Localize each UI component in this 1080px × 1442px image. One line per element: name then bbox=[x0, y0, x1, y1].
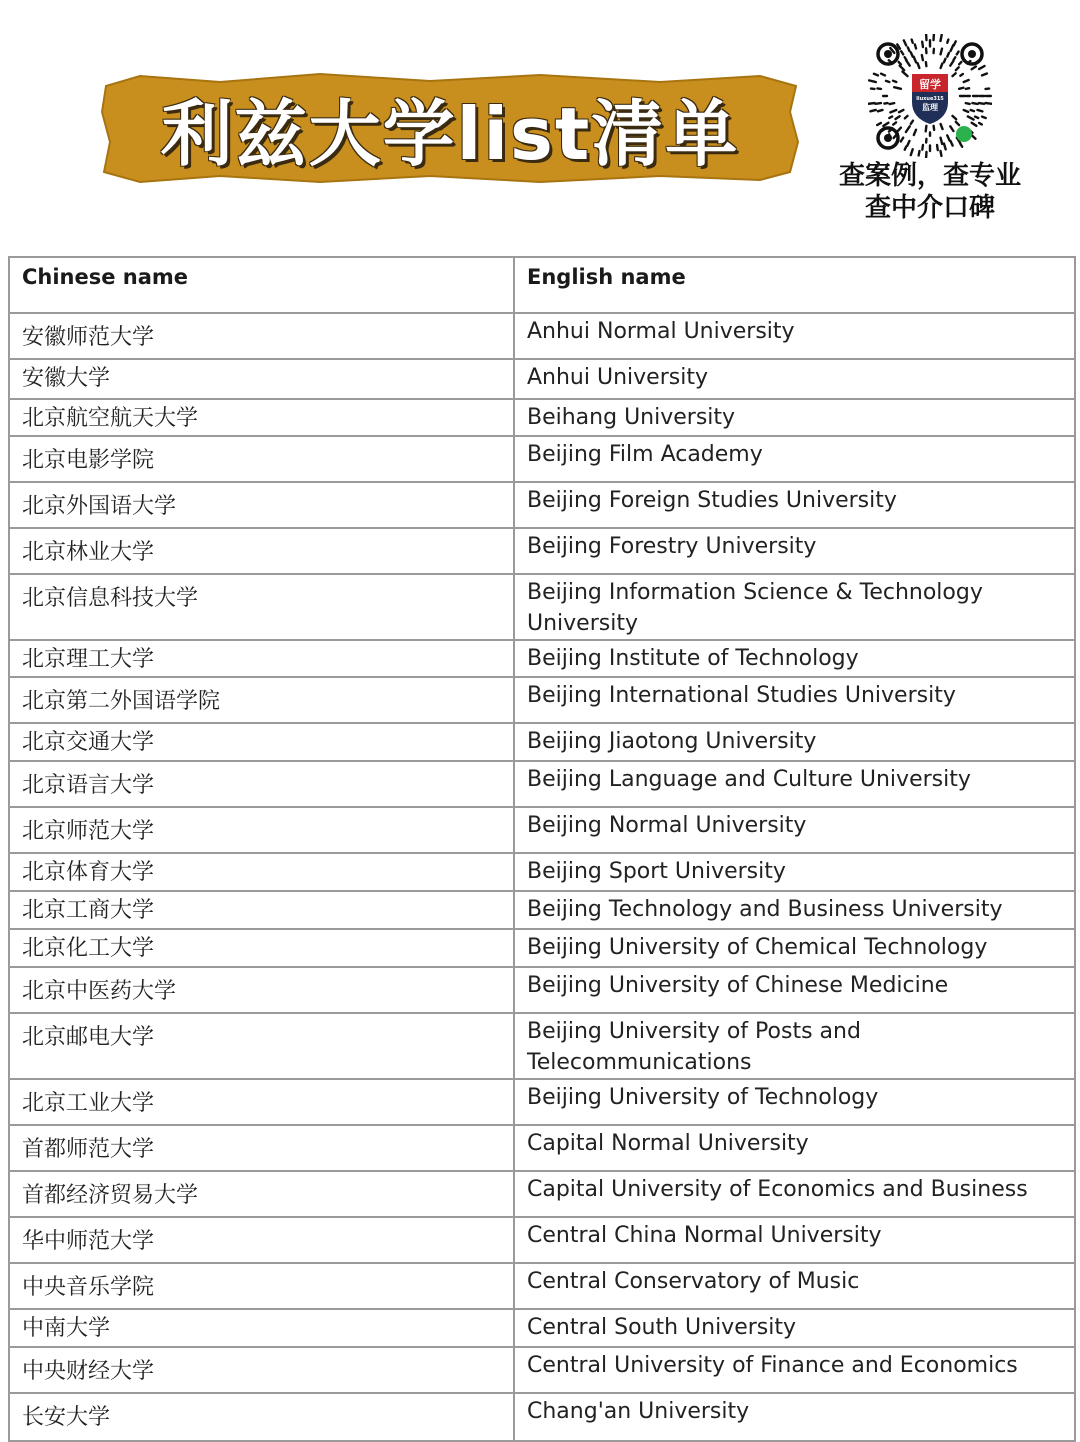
qr-dash bbox=[968, 116, 974, 119]
chinese-name-cell: 北京化工大学 bbox=[9, 929, 514, 967]
qr-dash bbox=[904, 40, 906, 45]
qr-dash bbox=[911, 149, 913, 155]
qr-eye-dot bbox=[884, 50, 892, 58]
badge-text-mid: liuxue315 bbox=[916, 96, 944, 102]
table-row bbox=[9, 1263, 1075, 1309]
qr-dash bbox=[908, 47, 910, 51]
qr-dash bbox=[956, 122, 959, 125]
qr-dash bbox=[902, 72, 907, 77]
table-row bbox=[9, 891, 1075, 929]
qr-dash bbox=[877, 88, 881, 89]
qr-dash bbox=[979, 123, 982, 125]
column-header-chinese: Chinese name bbox=[9, 257, 514, 313]
qr-dash bbox=[899, 62, 901, 64]
chinese-name-cell: 长安大学 bbox=[9, 1393, 514, 1441]
table-row bbox=[9, 853, 1075, 891]
qr-dash bbox=[884, 103, 887, 104]
qr-dash bbox=[957, 52, 959, 55]
qr-dash bbox=[911, 52, 913, 56]
qr-dash bbox=[972, 67, 976, 70]
qr-eye-dot bbox=[968, 50, 976, 58]
qr-dash bbox=[926, 126, 927, 132]
qr-dash bbox=[900, 66, 905, 71]
qr-dash bbox=[870, 110, 875, 111]
page-title: 利兹大学list清单 bbox=[100, 72, 800, 184]
english-name-cell: Beijing Language and Culture University bbox=[514, 761, 1075, 807]
qr-dash bbox=[905, 57, 907, 60]
chinese-name-cell: 华中师范大学 bbox=[9, 1217, 514, 1263]
qr-dash bbox=[869, 103, 875, 104]
qr-code bbox=[868, 34, 992, 158]
chinese-name-cell: 中央财经大学 bbox=[9, 1347, 514, 1393]
qr-dash bbox=[952, 116, 956, 119]
qr-dash bbox=[905, 147, 906, 150]
qr-dash bbox=[883, 123, 888, 126]
qr-dash bbox=[912, 40, 913, 43]
qr-dash bbox=[941, 49, 942, 55]
table-row bbox=[9, 574, 1075, 640]
chinese-name-cell: 中南大学 bbox=[9, 1309, 514, 1347]
qr-dash bbox=[886, 81, 889, 82]
english-name-cell: Beijing Forestry University bbox=[514, 528, 1075, 574]
mini-program-icon bbox=[956, 126, 972, 142]
chinese-name-cell: 北京交通大学 bbox=[9, 723, 514, 761]
qr-dash bbox=[964, 110, 969, 112]
qr-dash bbox=[972, 123, 977, 126]
qr-dash bbox=[977, 110, 982, 111]
badge-text-top: 留学 bbox=[919, 77, 941, 91]
table-row bbox=[9, 1309, 1075, 1347]
qr-dash bbox=[954, 41, 956, 45]
chinese-name-cell: 安徽师范大学 bbox=[9, 313, 514, 359]
english-name-cell: Beijing University of Posts and Telecommunications bbox=[514, 1013, 1075, 1079]
qr-dash bbox=[944, 59, 945, 63]
chinese-name-cell: 北京电影学院 bbox=[9, 436, 514, 482]
table-row bbox=[9, 723, 1075, 761]
table-row bbox=[9, 677, 1075, 723]
english-name-cell: Anhui University bbox=[514, 359, 1075, 399]
qr-dash bbox=[940, 151, 941, 156]
qr-dash bbox=[971, 110, 974, 111]
qr-dash bbox=[877, 123, 881, 125]
qr-dash bbox=[875, 103, 881, 104]
english-name-cell: Beijing University of Chemical Technology bbox=[514, 929, 1075, 967]
table-row bbox=[9, 313, 1075, 359]
qr-dash bbox=[941, 124, 943, 129]
qr-dash bbox=[907, 141, 909, 146]
qr-dash bbox=[919, 151, 920, 155]
table-row bbox=[9, 1079, 1075, 1125]
chinese-name-cell: 北京工业大学 bbox=[9, 1079, 514, 1125]
qr-dash bbox=[966, 88, 969, 89]
qr-caption-line-1: 查案例，查专业 bbox=[820, 160, 1040, 192]
chinese-name-cell: 北京信息科技大学 bbox=[9, 574, 514, 640]
english-name-cell: Anhui Normal University bbox=[514, 313, 1075, 359]
qr-dash bbox=[869, 80, 876, 82]
qr-dash bbox=[947, 53, 949, 57]
chinese-name-cell: 北京体育大学 bbox=[9, 853, 514, 891]
qr-dash bbox=[915, 44, 916, 48]
english-name-cell: Capital University of Economics and Business bbox=[514, 1171, 1075, 1217]
qr-dash bbox=[982, 73, 987, 75]
chinese-name-cell: 北京第二外国语学院 bbox=[9, 677, 514, 723]
qr-dash bbox=[941, 63, 943, 67]
english-name-cell: Central Conservatory of Music bbox=[514, 1263, 1075, 1309]
title-banner bbox=[100, 72, 800, 184]
english-name-cell: Central University of Finance and Economics bbox=[514, 1347, 1075, 1393]
qr-dash bbox=[947, 135, 949, 140]
qr-caption-line-2: 查中介口碑 bbox=[820, 192, 1040, 224]
chinese-name-cell: 北京师范大学 bbox=[9, 807, 514, 853]
qr-dash bbox=[982, 117, 986, 118]
qr-dash bbox=[881, 74, 885, 76]
table-row bbox=[9, 807, 1075, 853]
qr-dash bbox=[901, 138, 903, 142]
chinese-name-cell: 北京语言大学 bbox=[9, 761, 514, 807]
qr-dash bbox=[950, 61, 953, 66]
table-row bbox=[9, 1171, 1075, 1217]
qr-dash bbox=[979, 103, 984, 104]
qr-dash bbox=[947, 40, 948, 43]
english-name-cell: Beijing Sport University bbox=[514, 853, 1075, 891]
qr-dash bbox=[959, 62, 961, 64]
university-table bbox=[8, 256, 1076, 1442]
qr-dash bbox=[878, 110, 883, 111]
qr-dash bbox=[951, 141, 953, 146]
chinese-name-cell: 安徽大学 bbox=[9, 359, 514, 399]
chinese-name-cell: 北京理工大学 bbox=[9, 640, 514, 677]
english-name-cell: Beijing International Studies University bbox=[514, 677, 1075, 723]
english-name-cell: Central China Normal University bbox=[514, 1217, 1075, 1263]
table-row bbox=[9, 1125, 1075, 1171]
qr-dash bbox=[896, 116, 900, 119]
qr-dash bbox=[890, 103, 895, 104]
english-name-cell: Beijing Technology and Business University bbox=[514, 891, 1075, 929]
chinese-name-cell: 北京中医药大学 bbox=[9, 967, 514, 1013]
qr-dash bbox=[944, 143, 946, 149]
qr-dash bbox=[893, 81, 896, 82]
qr-dash bbox=[954, 57, 956, 60]
qr-dash bbox=[937, 145, 938, 150]
qr-dash bbox=[901, 51, 903, 54]
qr-dash bbox=[918, 63, 920, 68]
chinese-name-cell: 中央音乐学院 bbox=[9, 1263, 514, 1309]
english-name-cell: Capital Normal University bbox=[514, 1125, 1075, 1171]
qr-dash bbox=[889, 116, 892, 118]
qr-dash bbox=[964, 80, 969, 82]
chinese-name-cell: 首都师范大学 bbox=[9, 1125, 514, 1171]
column-header-english: English name bbox=[514, 257, 1075, 313]
chinese-name-cell: 北京航空航天大学 bbox=[9, 399, 514, 436]
qr-dash bbox=[922, 55, 923, 60]
qr-dash bbox=[890, 110, 896, 112]
table-row bbox=[9, 436, 1075, 482]
qr-dash bbox=[911, 121, 913, 124]
table-row bbox=[9, 1013, 1075, 1079]
qr-dash bbox=[960, 143, 962, 146]
qr-dash bbox=[966, 103, 970, 104]
chinese-name-cell: 北京工商大学 bbox=[9, 891, 514, 929]
table-row bbox=[9, 482, 1075, 528]
qr-dash bbox=[940, 35, 941, 41]
table-row bbox=[9, 528, 1075, 574]
english-name-cell: Beijing Institute of Technology bbox=[514, 640, 1075, 677]
qr-dash bbox=[914, 130, 916, 135]
qr-dash bbox=[941, 138, 943, 144]
table-header-row bbox=[9, 257, 1075, 313]
table-row bbox=[9, 1347, 1075, 1393]
qr-dash bbox=[899, 110, 903, 112]
qr-code-graphic bbox=[868, 34, 992, 158]
qr-dash bbox=[874, 74, 878, 76]
qr-dash bbox=[972, 103, 977, 104]
qr-dash bbox=[952, 73, 955, 76]
qr-dash bbox=[956, 67, 959, 70]
chinese-name-cell: 北京外国语大学 bbox=[9, 482, 514, 528]
table-row bbox=[9, 640, 1075, 677]
table-row bbox=[9, 1217, 1075, 1263]
english-name-cell: Beijing Jiaotong University bbox=[514, 723, 1075, 761]
qr-dash bbox=[959, 88, 963, 89]
table-row bbox=[9, 1393, 1075, 1441]
qr-dash bbox=[950, 126, 953, 131]
qr-dash bbox=[894, 87, 901, 89]
english-name-cell: Beijing Information Science & Technology University bbox=[514, 574, 1075, 640]
qr-dash bbox=[979, 66, 984, 69]
qr-dash bbox=[893, 122, 896, 124]
table-row bbox=[9, 359, 1075, 399]
english-name-cell: Beijing Film Academy bbox=[514, 436, 1075, 482]
chinese-name-cell: 首都经济贸易大学 bbox=[9, 1171, 514, 1217]
english-name-cell: Beijing Normal University bbox=[514, 807, 1075, 853]
qr-dash bbox=[975, 117, 978, 118]
qr-dash bbox=[960, 74, 963, 76]
english-name-cell: Central South University bbox=[514, 1309, 1075, 1347]
chinese-name-cell: 北京邮电大学 bbox=[9, 1013, 514, 1079]
chinese-name-cell: 北京林业大学 bbox=[9, 528, 514, 574]
badge-text-bottom: 监理 bbox=[922, 102, 939, 112]
english-name-cell: Beijing Foreign Studies University bbox=[514, 482, 1075, 528]
qr-caption bbox=[820, 160, 1040, 224]
table-row bbox=[9, 761, 1075, 807]
qr-dash bbox=[922, 42, 923, 47]
english-name-cell: Beihang University bbox=[514, 399, 1075, 436]
table-row bbox=[9, 399, 1075, 436]
qr-dash bbox=[914, 57, 916, 63]
table-row bbox=[9, 929, 1075, 967]
qr-dash bbox=[986, 103, 992, 104]
qr-dash bbox=[905, 116, 908, 118]
qr-dash bbox=[922, 145, 923, 150]
qr-dash bbox=[906, 126, 910, 132]
english-name-cell: Beijing University of Chinese Medicine bbox=[514, 967, 1075, 1013]
english-name-cell: Chang'an University bbox=[514, 1393, 1075, 1441]
table-row bbox=[9, 967, 1075, 1013]
english-name-cell: Beijing University of Technology bbox=[514, 1079, 1075, 1125]
qr-eye-dot bbox=[884, 134, 892, 142]
